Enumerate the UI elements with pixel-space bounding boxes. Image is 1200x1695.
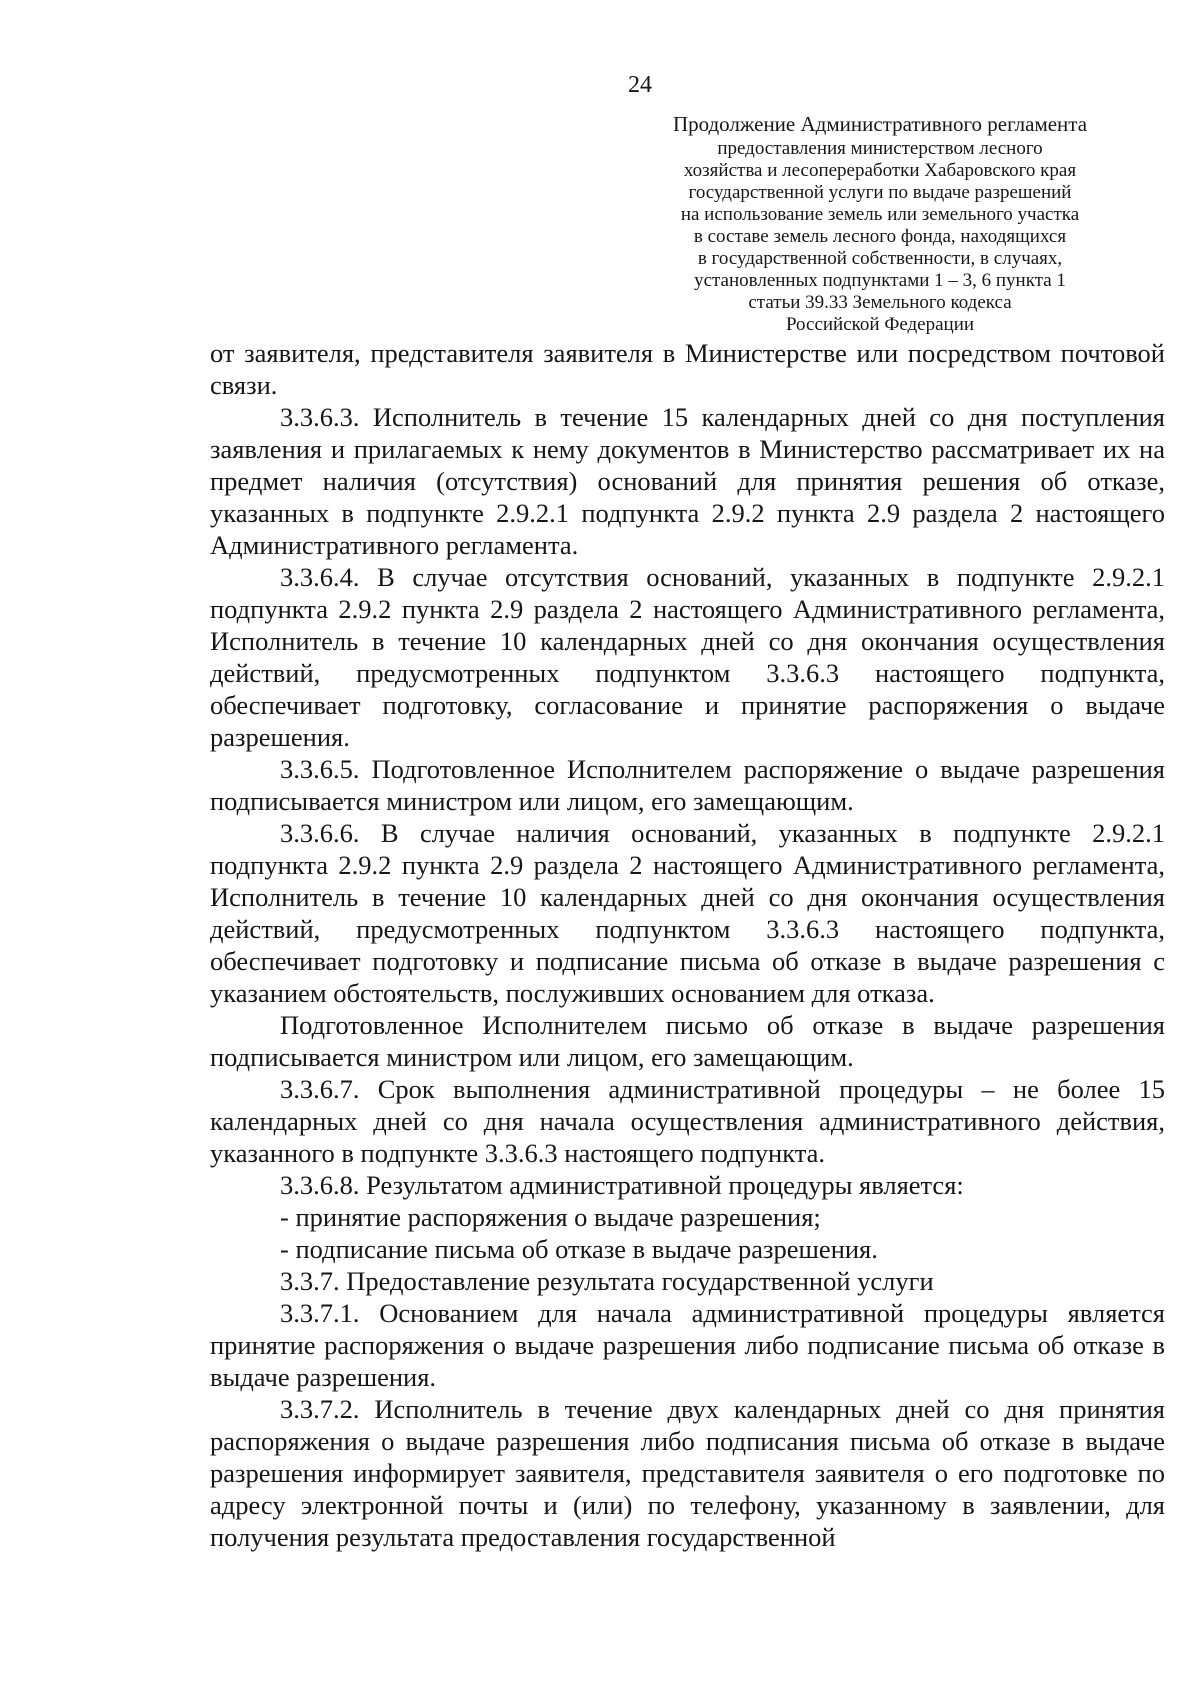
header-line: на использование земель или земельного участка bbox=[680, 204, 1080, 225]
page-number: 24 bbox=[628, 72, 652, 98]
paragraph: 3.3.6.7. Срок выполнения административной процедуры – не более 15 календарных дней со дня начала осуществления административного действия, указанного в подпункте 3.3.6.3 настоящего подпункта. bbox=[210, 1074, 1165, 1168]
document-header bbox=[610, 113, 1150, 336]
header-line: предоставления министерством лесного bbox=[717, 138, 1043, 159]
paragraph: 3.3.6.5. Подготовленное Исполнителем распоряжение о выдаче разрешения подписывается министром или лицом, его замещающим. bbox=[210, 754, 1165, 816]
paragraph: 3.3.7.2. Исполнитель в течение двух календарных дней со дня принятия распоряжения о выдаче разрешения либо подписания письма об отказе в выдаче разрешения информирует заявителя, представителя заявителя о его подготовке по адресу электронной почты и (или) по телефону, указанному в заявлении, для получения результата предоставления государственной bbox=[210, 1394, 1165, 1552]
header-line: в составе земель лесного фонда, находящихся bbox=[693, 226, 1067, 247]
header-line: государственной услуги по выдаче разрешений bbox=[688, 182, 1072, 203]
header-line: установленных подпунктами 1 – 3, 6 пункта 1 bbox=[694, 270, 1066, 291]
header-line: Российской Федерации bbox=[785, 314, 975, 335]
paragraph: 3.3.6.3. Исполнитель в течение 15 календарных дней со дня поступления заявления и прилагаемых к нему документов в Министерство рассматривает их на предмет наличия (отсутствия) оснований для принятия решения об отказе, указанных в подпункте 2.9.2.1 подпункта 2.9.2 пункта 2.9 раздела 2 настоящего Административного регламента. bbox=[210, 402, 1165, 560]
list-item: - принятие распоряжения о выдаче разрешения; bbox=[280, 1202, 821, 1232]
header-line: статьи 39.33 Земельного кодекса bbox=[748, 292, 1012, 313]
list-item: - подписание письма об отказе в выдаче разрешения. bbox=[280, 1234, 878, 1264]
paragraph: 3.3.6.8. Результатом административной процедуры является: bbox=[280, 1170, 964, 1200]
header-line: Продолжение Административного регламента bbox=[672, 112, 1088, 136]
paragraph: Подготовленное Исполнителем письмо об отказе в выдаче разрешения подписывается министром или лицом, его замещающим. bbox=[210, 1010, 1165, 1072]
section-heading: 3.3.7. Предоставление результата государственной услуги bbox=[280, 1266, 934, 1296]
paragraph: 3.3.7.1. Основанием для начала административной процедуры является принятие распоряжения о выдаче разрешения либо подписание письма об отказе в выдаче разрешения. bbox=[210, 1298, 1165, 1392]
paragraph: 3.3.6.6. В случае наличия оснований, указанных в подпункте 2.9.2.1 подпункта 2.9.2 пункта 2.9 раздела 2 настоящего Административного регламента, Исполнитель в течение 10 календарных дней со дня окончания осуществления действий, предусмотренных подпунктом 3.3.6.3 настоящего подпункта, обеспечивает подготовку и подписание письма об отказе в выдаче разрешения с указанием обстоятельств, послуживших основанием для отказа. bbox=[210, 818, 1165, 1008]
paragraph: от заявителя, представителя заявителя в Министерстве или посредством почтовой связи. bbox=[210, 338, 1165, 400]
document-body bbox=[210, 337, 1165, 1553]
header-line: в государственной собственности, в случаях, bbox=[697, 248, 1063, 269]
paragraph: 3.3.6.4. В случае отсутствия оснований, указанных в подпункте 2.9.2.1 подпункта 2.9.2 пункта 2.9 раздела 2 настоящего Административного регламента, Исполнитель в течение 10 календарных дней со дня окончания осуществления действий, предусмотренных подпунктом 3.3.6.3 настоящего подпункта, обеспечивает подготовку, согласование и принятие распоряжения о выдаче разрешения. bbox=[210, 562, 1165, 752]
header-line: хозяйства и лесопереработки Хабаровского края bbox=[683, 160, 1077, 181]
